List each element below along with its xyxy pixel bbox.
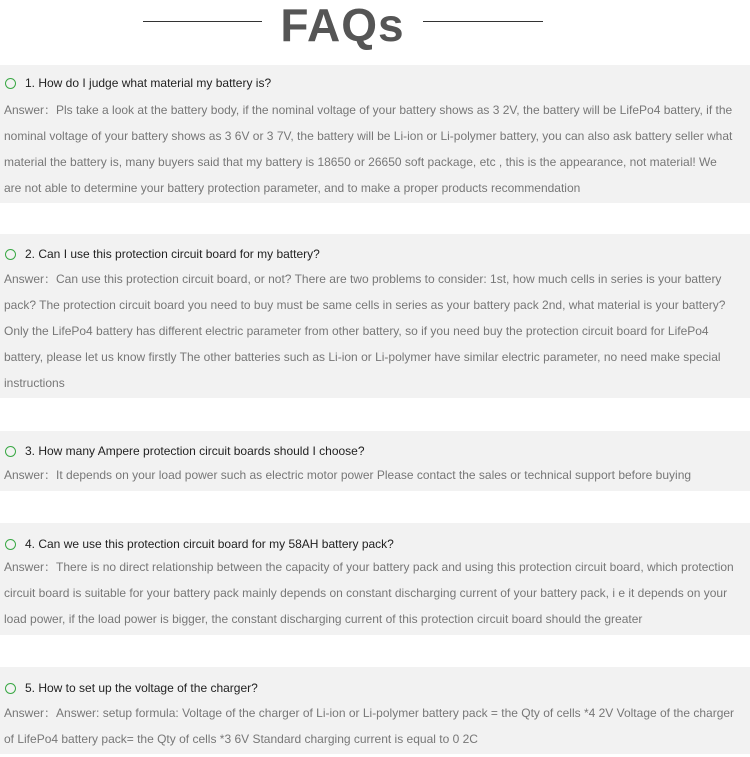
circle-bullet-icon <box>5 78 16 89</box>
faq-question <box>5 681 258 695</box>
faq-item <box>0 667 750 754</box>
answer-line-text: There is no direct relationship between the capacity of your battery pack and using this protection circuit board, which protection <box>56 560 734 574</box>
answer-label: Answer： <box>4 272 57 286</box>
faq-answer <box>4 97 744 201</box>
faq-question-text: 5. How to set up the voltage of the charger? <box>25 681 258 695</box>
answer-line-text: Can use this protection circuit board, or not? There are two problems to consider: 1st, how much cells in series is your battery <box>56 272 722 286</box>
faq-question <box>5 247 320 261</box>
answer-line-text: It depends on your load power such as electric motor power Please contact the sales or technical support before buying <box>56 468 692 482</box>
faq-question <box>5 444 365 458</box>
faq-answer-line: load power, if the load power is bigger, the constant discharging current of this protection circuit board should the greater <box>4 612 643 626</box>
faq-item <box>0 65 750 203</box>
circle-bullet-icon <box>5 539 16 550</box>
circle-bullet-icon <box>5 683 16 694</box>
faq-question-text: 3. How many Ampere protection circuit boards should I choose? <box>25 444 365 458</box>
faq-answer-line: are not able to determine your battery protection parameter, and to make a proper products recommendation <box>4 181 581 195</box>
faq-answer <box>4 462 744 488</box>
faq-question-text: 1. How do I judge what material my battery is? <box>25 76 272 90</box>
faq-item <box>0 234 750 398</box>
title-right-rule <box>423 21 543 22</box>
faq-question-text: 2. Can I use this protection circuit board for my battery? <box>25 247 320 261</box>
faq-item <box>0 431 750 491</box>
faq-answer-line <box>4 266 744 292</box>
faq-answer-line: material the battery is, many buyers said that my battery is 18650 or 26650 soft package, etc , this is the appearance, not material! We <box>4 155 717 169</box>
faq-answer <box>4 554 744 632</box>
answer-label: Answer： <box>4 560 57 574</box>
faq-item <box>0 523 750 635</box>
faq-answer-line: circuit board is suitable for your battery pack mainly depends on constant discharging current of your battery pack, i e it depends on your <box>4 586 728 600</box>
title-left-rule <box>143 21 262 22</box>
answer-label: Answer： <box>4 103 57 117</box>
page-title: FAQs <box>280 0 405 51</box>
faq-answer-line: instructions <box>4 376 65 390</box>
answer-line-text: Pls take a look at the battery body, if the nominal voltage of your battery shows as 3 2V, the battery will be LifePo4 battery, if the <box>56 103 733 117</box>
faq-answer-line: nominal voltage of your battery shows as 3 6V or 3 7V, the battery will be Li-ion or Li-polymer battery, you can also ask battery seller what <box>4 129 733 143</box>
faq-answer <box>4 700 744 752</box>
answer-label: Answer： <box>4 468 57 482</box>
faq-answer <box>4 266 744 396</box>
faq-answer-line <box>4 97 744 123</box>
answer-line-text: Answer: setup formula: Voltage of the charger of Li-ion or Li-polymer battery pack = the Qty of cells *4 2V Voltage of the charger <box>56 706 735 720</box>
faq-question <box>5 76 271 90</box>
faq-answer-line: Only the LifePo4 battery has different electric parameter from other battery, so if you need buy the protection circuit board for LifePo4 <box>4 324 709 338</box>
faq-question <box>5 537 394 551</box>
faq-answer-line <box>4 462 744 488</box>
faq-answer-line <box>4 554 744 580</box>
faq-answer-line: pack? The protection circuit board you need to buy must be same cells in series as your battery pack 2nd, what material is your battery? <box>4 298 726 312</box>
answer-label: Answer： <box>4 706 57 720</box>
faq-question-text: 4. Can we use this protection circuit board for my 58AH battery pack? <box>25 537 394 551</box>
faq-header <box>0 0 750 50</box>
faq-answer-line: of LifePo4 battery pack= the Qty of cells *3 6V Standard charging current is equal to 0 2C <box>4 732 478 746</box>
circle-bullet-icon <box>5 249 16 260</box>
faq-answer-line <box>4 700 744 726</box>
circle-bullet-icon <box>5 446 16 457</box>
faq-answer-line: battery, please let us know firstly The other batteries such as Li-ion or Li-polymer have similar electric parameter, no need make special <box>4 350 721 364</box>
